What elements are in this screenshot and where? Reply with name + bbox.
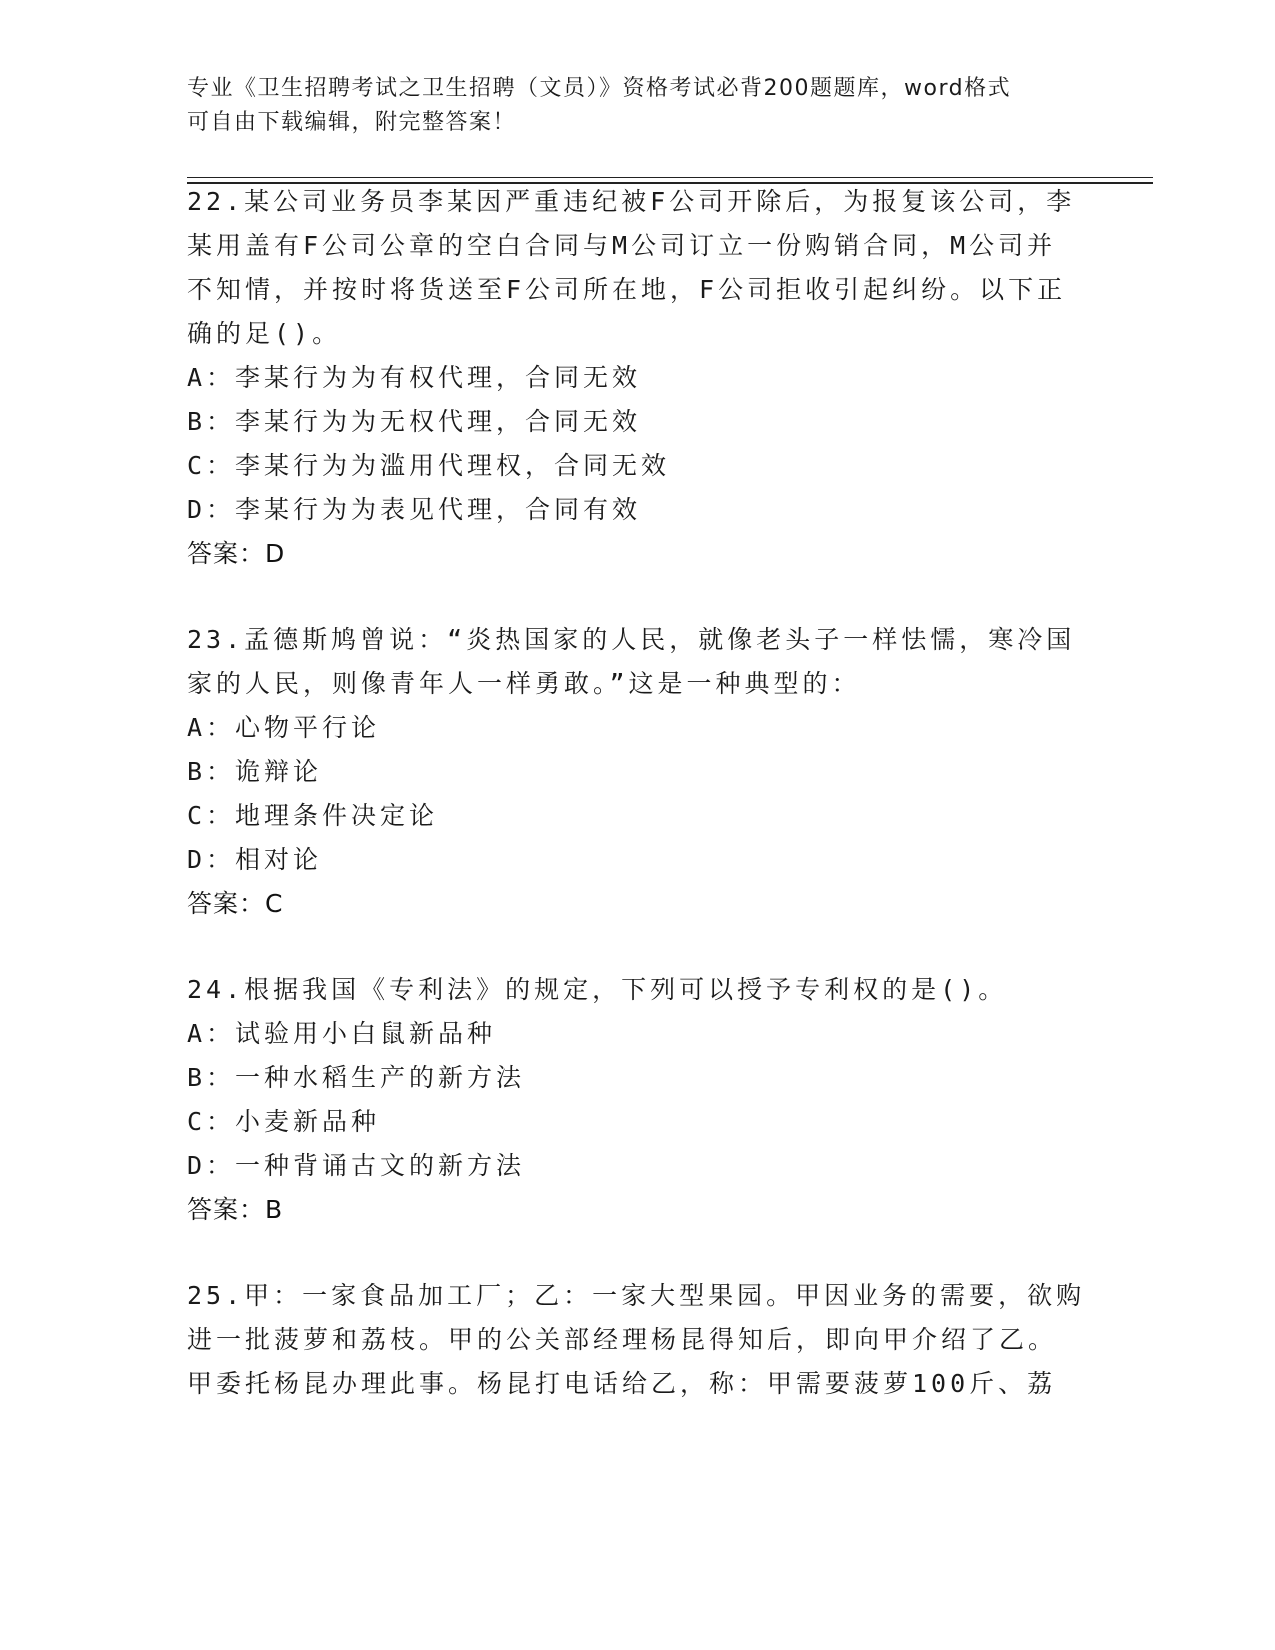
question-22-option-c: C：李某行为为滥用代理权，合同无效 — [187, 451, 671, 480]
header-rule-thick — [187, 182, 1153, 184]
question-22-line-3: 不知情，并按时将货送至F公司所在地，F公司拒收引起纠纷。以下正 — [187, 275, 1067, 304]
question-23-option-c: C：地理条件决定论 — [187, 801, 439, 830]
question-25-line-1: 25.甲：一家食品加工厂；乙：一家大型果园。甲因业务的需要，欲购 — [187, 1281, 1086, 1310]
question-22-option-b: B：李某行为为无权代理，合同无效 — [187, 407, 642, 436]
question-25-line-2: 进一批菠萝和荔枝。甲的公关部经理杨昆得知后，即向甲介绍了乙。 — [187, 1325, 1058, 1354]
question-22-answer: 答案：D — [187, 539, 286, 568]
question-23-option-a: A：心物平行论 — [187, 713, 381, 742]
question-23-line-2: 家的人民，则像青年人一样勇敢。”这是一种典型的： — [187, 669, 861, 698]
question-23-answer: 答案：C — [187, 889, 284, 918]
header-line-2: 可自由下载编辑，附完整答案！ — [187, 110, 517, 135]
question-24-option-d: D：一种背诵古文的新方法 — [187, 1151, 526, 1180]
question-23-option-b: B：诡辩论 — [187, 757, 323, 786]
header-line-1: 专业《卫生招聘考试之卫生招聘（文员）》资格考试必背200题题库，word格式 — [187, 76, 1012, 101]
question-22-line-1: 22.某公司业务员李某因严重违纪被F公司开除后，为报复该公司，李 — [187, 187, 1076, 216]
question-24-answer: 答案：B — [187, 1195, 284, 1224]
question-22-option-a: A：李某行为为有权代理，合同无效 — [187, 363, 642, 392]
document-header — [187, 72, 1087, 140]
question-22-line-4: 确的足()。 — [187, 319, 342, 348]
question-24-option-b: B：一种水稻生产的新方法 — [187, 1063, 526, 1092]
question-24-option-a: A：试验用小白鼠新品种 — [187, 1019, 497, 1048]
question-25-line-3: 甲委托杨昆办理此事。杨昆打电话给乙，称：甲需要菠萝100斤、荔 — [187, 1369, 1057, 1398]
question-22-line-2: 某用盖有F公司公章的空白合同与M公司订立一份购销合同，M公司并 — [187, 231, 1057, 260]
header-rule-thin — [187, 177, 1153, 178]
question-22-option-d: D：李某行为为表见代理，合同有效 — [187, 495, 642, 524]
question-24-line-1: 24.根据我国《专利法》的规定，下列可以授予专利权的是()。 — [187, 975, 1008, 1004]
question-24-option-c: C：小麦新品种 — [187, 1107, 381, 1136]
question-23-option-d: D：相对论 — [187, 845, 323, 874]
question-23-line-1: 23.孟德斯鸠曾说：“炎热国家的人民，就像老头子一样怯懦，寒冷国 — [187, 625, 1076, 654]
